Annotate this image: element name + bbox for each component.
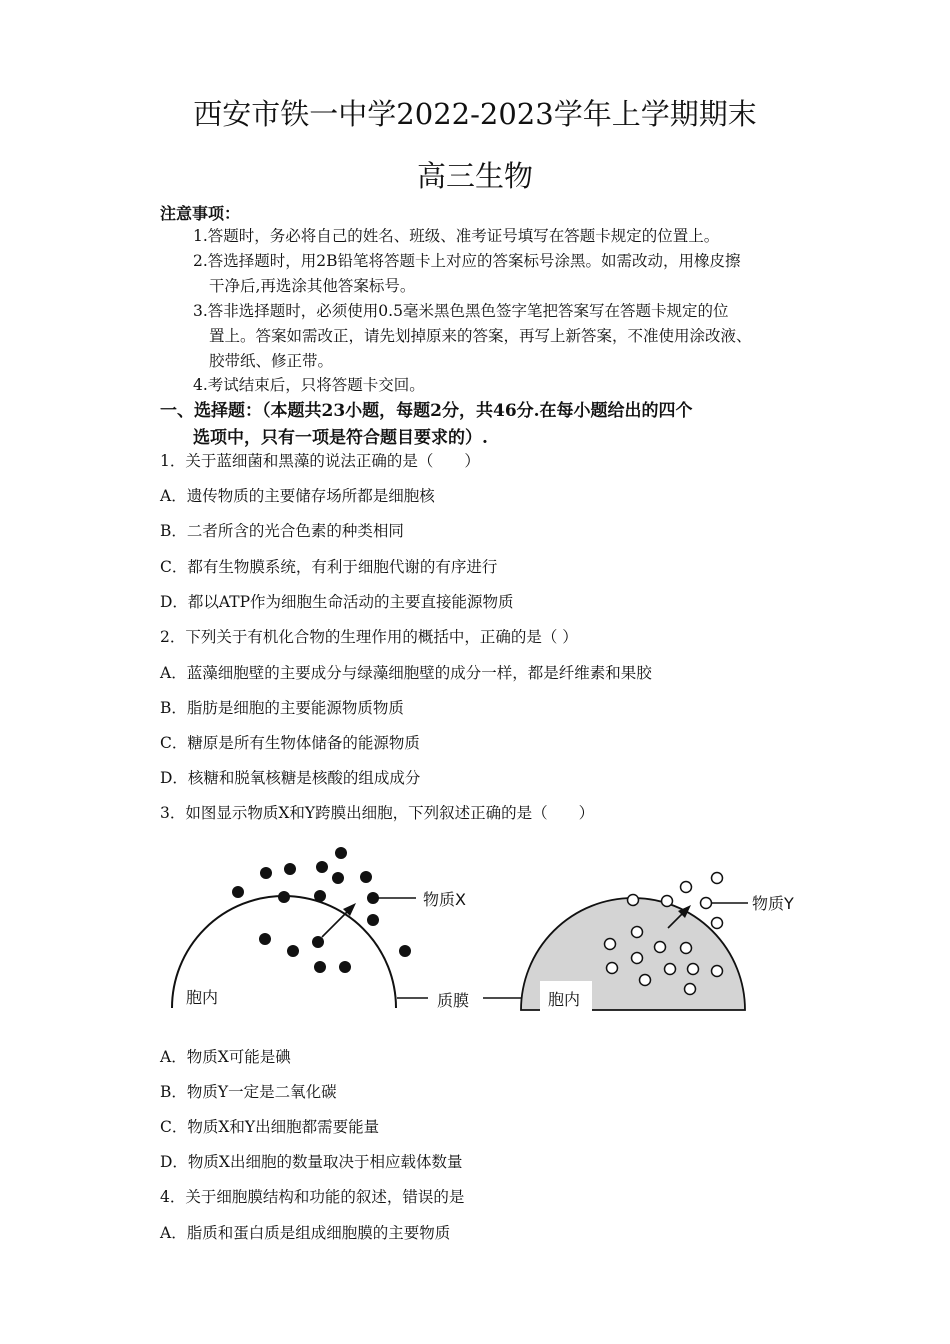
label-substance-x: 物质X (423, 890, 466, 909)
question-3-option-d: D．物质X出细胞的数量取决于相应载体数量 (160, 1153, 463, 1171)
question-2-option-a: A．蓝藻细胞壁的主要成分与绿藻细胞壁的成分一样，都是纤维素和果胶 (160, 664, 652, 682)
question-2-option-c: C．糖原是所有生物体储备的能源物质 (160, 734, 420, 752)
notice-heading: 注意事项： (160, 204, 241, 223)
question-3-stem: 3．如图显示物质X和Y跨膜出细胞，下列叙述正确的是（ ） (160, 804, 595, 822)
page-title: 西安市铁一中学2022-2023学年上学期期末 (193, 97, 757, 131)
question-1-option-b: B．二者所含的光合色素的种类相同 (160, 522, 404, 540)
question-2-option-d: D．核糖和脱氧核糖是核酸的组成成分 (160, 769, 421, 787)
question-2-option-b: B．脂肪是细胞的主要能源物质物质 (160, 699, 404, 717)
notice-item-3: 3.答非选择题时，必须使用0.5毫米黑色黑色签字笔把答案写在答题卡规定的位 (193, 302, 729, 320)
notice-item-2-cont: 干净后,再选涂其他答案标号。 (209, 277, 416, 295)
section-heading (160, 398, 810, 452)
page-subtitle: 高三生物 (416, 159, 533, 193)
question-1-option-c: C．都有生物膜系统，有利于细胞代谢的有序进行 (160, 558, 498, 576)
question-1-option-d: D．都以ATP作为细胞生命活动的主要直接能源物质 (160, 593, 514, 611)
question-3-option-a: A．物质X可能是碘 (160, 1048, 291, 1066)
label-inside-left: 胞内 (186, 988, 219, 1007)
question-3-option-b: B．物质Y一定是二氧化碳 (160, 1083, 337, 1101)
notice-item-3-cont2: 胶带纸、修正带。 (209, 352, 334, 370)
question-4-stem: 4．关于细胞膜结构和功能的叙述，错误的是 (160, 1188, 465, 1206)
notice-item-1: 1.答题时，务必将自己的姓名、班级、准考证号填写在答题卡规定的位置上。 (193, 227, 720, 245)
notice-item-4: 4.考试结束后，只将答题卡交回。 (193, 376, 425, 394)
label-inside-right: 胞内 (548, 990, 581, 1009)
question-3-option-c: C．物质X和Y出细胞都需要能量 (160, 1118, 380, 1136)
substance-x-particles (232, 847, 411, 973)
section-line-2: 选项中，只有一项是符合题目要求的）. (193, 428, 488, 448)
question-4-option-a: A．脂质和蛋白质是组成细胞膜的主要物质 (160, 1224, 451, 1242)
question-1-option-a: A．遗传物质的主要储存场所都是细胞核 (160, 487, 435, 505)
membrane-transport-figure (0, 830, 950, 1030)
notice-item-3-cont: 置上。答案如需改正，请先划掉原来的答案，再写上新答案，不准使用涂改液、 (209, 327, 752, 345)
label-substance-y: 物质Y (752, 894, 794, 913)
notice-item-2: 2.答选择题时，用2B铅笔将答题卡上对应的答案标号涂黑。如需改动，用橡皮擦 (193, 252, 741, 270)
question-2-stem: 2．下列关于有机化合物的生理作用的概括中，正确的是（ ） (160, 628, 578, 646)
section-line-1: 一、选择题：（本题共23小题，每题2分，共46分.在每小题给出的四个 (160, 401, 693, 421)
question-1-stem: 1．关于蓝细菌和黑藻的说法正确的是（ ） (160, 452, 480, 470)
label-membrane: 质膜 (437, 991, 470, 1010)
